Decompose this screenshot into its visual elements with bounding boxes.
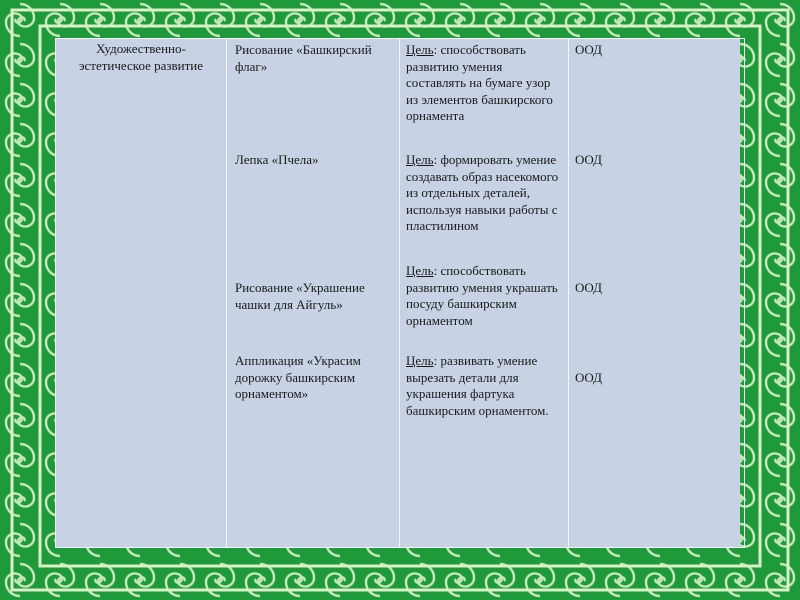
activity-type-2: ООД <box>575 152 602 167</box>
goal-text: : способствовать развитию умения украшать посуду башкирским орнаментом <box>406 263 558 328</box>
activities-cell <box>227 39 400 548</box>
goal-text: : способствовать развитию умения составлять на бумаге узор из элементов башкирского орнамента <box>406 42 553 123</box>
activity-4: Аппликация «Украсим дорожку башкирским орнаментом» <box>235 353 361 401</box>
activity-2: Лепка «Пчела» <box>235 152 319 167</box>
goal-label: Цель <box>406 42 434 57</box>
goals-cell <box>400 39 569 548</box>
goal-text: : развивать умение вырезать детали для украшения фартука башкирским орнаментом. <box>406 353 549 418</box>
goal-3 <box>406 263 564 329</box>
area-label: Художественно-эстетическое развитие <box>78 41 204 73</box>
activity-plan-table <box>55 38 745 548</box>
goal-text: : формировать умение создавать образ насекомого из отдельных деталей, используя навыки работы с пластилином <box>406 152 559 233</box>
activity-type-1: ООД <box>575 42 602 57</box>
goal-2 <box>406 152 564 235</box>
area-cell <box>56 39 227 548</box>
activity-1: Рисование «Башкирский флаг» <box>235 42 372 74</box>
goal-label: Цель <box>406 263 434 278</box>
activity-type-3: ООД <box>575 280 602 295</box>
goal-label: Цель <box>406 353 434 368</box>
activity-3: Рисование «Украшение чашки для Айгуль» <box>235 280 365 312</box>
types-cell <box>569 39 745 548</box>
goal-1 <box>406 42 564 125</box>
goal-label: Цель <box>406 152 434 167</box>
activity-type-4: ООД <box>575 370 602 385</box>
goal-4 <box>406 353 564 419</box>
table-row <box>56 39 745 548</box>
